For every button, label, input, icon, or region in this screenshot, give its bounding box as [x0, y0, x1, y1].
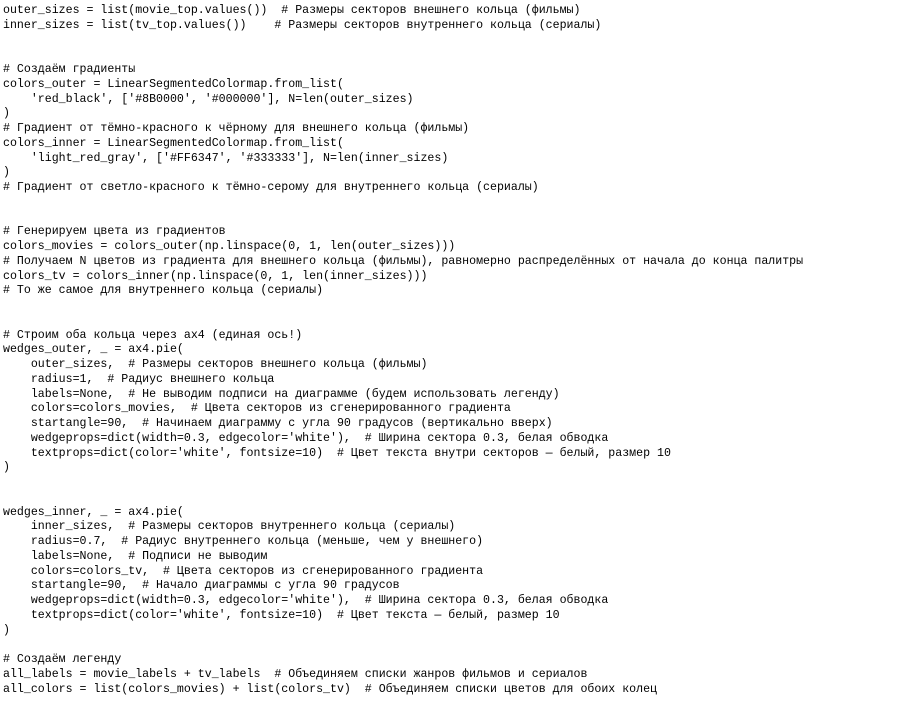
- code-line: # Градиент от тёмно-красного к чёрному для внешнего кольца (фильмы): [3, 122, 470, 135]
- code-line: # Создаём легенду: [3, 653, 122, 666]
- code-line: all_colors = list(colors_movies) + list(colors_tv) # Объединяем списки цветов для обоих колец: [3, 682, 657, 696]
- code-line: 'light_red_gray', ['#FF6347', '#333333'], N=len(inner_sizes): [3, 151, 449, 165]
- code-line: outer_sizes = list(movie_top.values()) # Размеры секторов внешнего кольца (фильмы): [3, 4, 581, 17]
- code-line: wedges_inner, _ = ax4.pie(: [3, 505, 184, 519]
- code-line: startangle=90, # Начало диаграммы с угла 90 градусов: [3, 579, 400, 593]
- code-line: startangle=90, # Начинаем диаграмму с угла 90 градусов (вертикально вверх): [3, 417, 553, 430]
- code-line: [3, 196, 900, 211]
- code-line: # Генерируем цвета из градиентов: [3, 225, 226, 239]
- code-line: colors_tv = colors_inner(np.linspace(0, 1, len(inner_sizes))): [3, 269, 428, 283]
- code-line: inner_sizes = list(tv_top.values()) # Размеры секторов внутреннего кольца (сериалы): [3, 18, 602, 32]
- code-line: [3, 299, 900, 314]
- code-line: radius=1, # Радиус внешнего кольца: [3, 372, 275, 386]
- code-line: colors_outer = LinearSegmentedColormap.from_list(: [3, 77, 344, 91]
- code-line: wedgeprops=dict(width=0.3, edgecolor='white'), # Ширина сектора 0.3, белая обводка: [3, 594, 609, 607]
- code-line: # То же самое для внутреннего кольца (сериалы): [3, 284, 324, 298]
- code-line: wedges_outer, _ = ax4.pie(: [3, 343, 184, 357]
- code-line: radius=0.7, # Радиус внутреннего кольца (меньше, чем у внешнего): [3, 535, 484, 548]
- code-line: [3, 34, 900, 49]
- code-line: 'red_black', ['#8B0000', '#000000'], N=len(outer_sizes): [3, 92, 414, 106]
- code-line: colors_movies = colors_outer(np.linspace(0, 1, len(outer_sizes))): [3, 240, 456, 253]
- code-line: ): [3, 107, 10, 121]
- code-line: textprops=dict(color='white', fontsize=10) # Цвет текста внутри секторов — белый, размер 10: [3, 446, 671, 460]
- code-line: colors=colors_movies, # Цвета секторов из сгенерированного градиента: [3, 402, 511, 416]
- code-line: textprops=dict(color='white', fontsize=10) # Цвет текста — белый, размер 10: [3, 608, 560, 622]
- code-line: [3, 491, 900, 506]
- code-line: [3, 48, 900, 63]
- code-line: ): [3, 461, 10, 475]
- code-line: [3, 476, 900, 491]
- code-line: [3, 638, 900, 653]
- code-line: # Создаём градиенты: [3, 63, 136, 76]
- code-line: # Строим оба кольца через ax4 (единая ось!): [3, 328, 303, 342]
- code-line: ): [3, 166, 10, 180]
- code-line: inner_sizes, # Размеры секторов внутреннего кольца (сериалы): [3, 520, 456, 534]
- code-line: colors=colors_tv, # Цвета секторов из сгенерированного градиента: [3, 564, 484, 578]
- code-line: wedgeprops=dict(width=0.3, edgecolor='white'), # Ширина сектора 0.3, белая обводка: [3, 431, 609, 445]
- code-line: labels=None, # Не выводим подписи на диаграмме (будем использовать легенду): [3, 387, 560, 401]
- code-line: # Получаем N цветов из градиента для внешнего кольца (фильмы), равномерно распределённых от начала до конца палитры: [3, 254, 804, 268]
- code-line: [3, 314, 900, 329]
- code-line: outer_sizes, # Размеры секторов внешнего кольца (фильмы): [3, 358, 428, 371]
- code-line: all_labels = movie_labels + tv_labels # Объединяем списки жанров фильмов и сериалов: [3, 667, 588, 681]
- code-line: labels=None, # Подписи не выводим: [3, 549, 268, 563]
- code-line: [3, 211, 900, 226]
- code-line: # Градиент от светло-красного к тёмно-серому для внутреннего кольца (сериалы): [3, 181, 539, 194]
- code-line: ): [3, 623, 10, 637]
- code-line: colors_inner = LinearSegmentedColormap.from_list(: [3, 136, 344, 150]
